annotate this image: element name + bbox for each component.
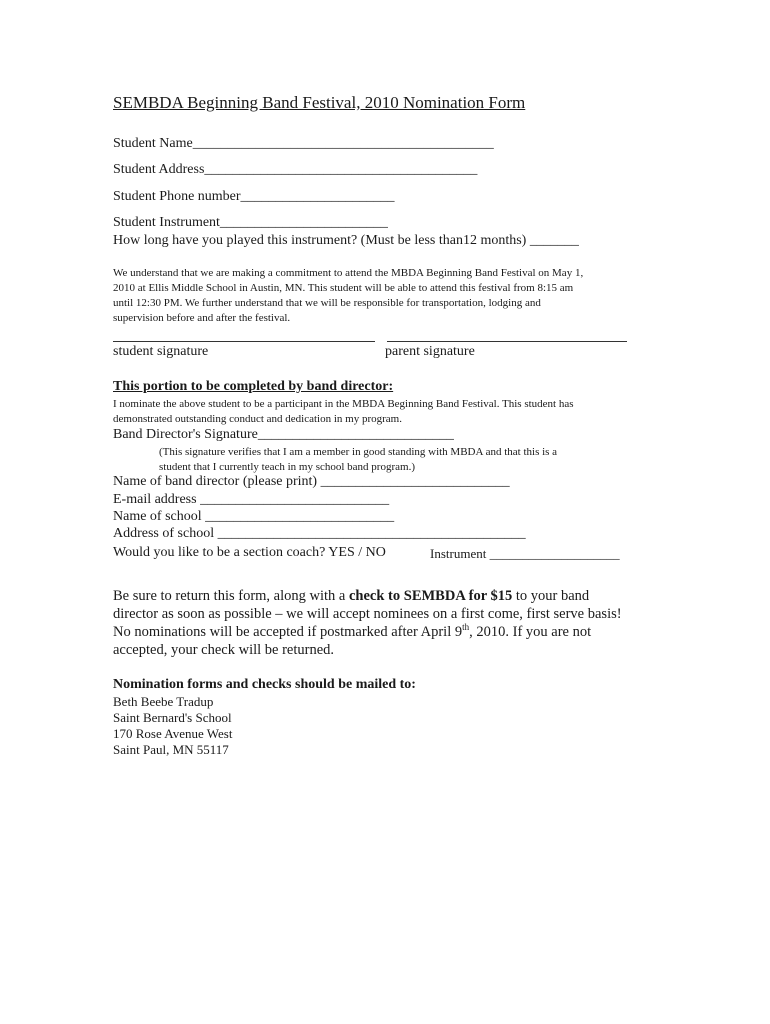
return-line-1-start: Be sure to return this form, along with a: [113, 588, 349, 604]
parent-signature-line[interactable]: [387, 341, 627, 342]
page-title: SEMBDA Beginning Band Festival, 2010 Nomination Form: [113, 93, 526, 112]
mailing-street: 170 Rose Avenue West: [113, 726, 233, 741]
signature-verification-line-2: student that I currently teach in my school band program.): [159, 461, 415, 473]
commitment-line-3: until 12:30 PM. We further understand that we will be responsible for transportation, lodging and: [113, 297, 541, 309]
postmark-text: No nominations will be accepted if postmarked after April 9: [113, 624, 463, 640]
student-instrument-field[interactable]: Student Instrument________________________: [113, 215, 388, 230]
return-line-1: [113, 588, 589, 605]
school-name-field[interactable]: Name of school ___________________________: [113, 509, 395, 524]
mailing-heading: Nomination forms and checks should be mailed to:: [113, 677, 416, 692]
check-amount-text: check to SEMBDA for $15: [348, 588, 513, 604]
return-line-4: accepted, your check will be returned.: [113, 642, 335, 658]
instrument-duration-field[interactable]: How long have you played this instrument? (Must be less than12 months) _______: [113, 233, 579, 248]
mailing-name: Beth Beebe Tradup: [113, 694, 214, 709]
section-coach-question[interactable]: Would you like to be a section coach? YES / NO: [113, 545, 386, 560]
director-email-field[interactable]: E-mail address ___________________________: [113, 492, 390, 507]
return-line-1-end: to your band: [512, 588, 590, 604]
mailing-city: Saint Paul, MN 55117: [113, 742, 229, 757]
return-line-2: director as soon as possible – we will accept nominees on a first come, first serve basis!: [113, 606, 622, 622]
return-line-3: [113, 624, 591, 641]
commitment-line-4: supervision before and after the festival.: [113, 312, 291, 324]
director-signature-field[interactable]: Band Director's Signature____________________________: [113, 427, 454, 442]
commitment-line-2: 2010 at Ellis Middle School in Austin, MN. This student will be able to attend this festival from 8:15 am: [113, 282, 574, 294]
director-section-heading: This portion to be completed by band director:: [113, 379, 394, 394]
coach-instrument-field[interactable]: Instrument ____________________: [430, 546, 620, 561]
student-phone-field[interactable]: Student Phone number______________________: [113, 189, 395, 204]
student-address-field[interactable]: Student Address_______________________________________: [113, 162, 478, 177]
student-signature-label: student signature: [113, 344, 209, 359]
parent-signature-label: parent signature: [385, 344, 475, 359]
commitment-line-1: We understand that we are making a commitment to attend the MBDA Beginning Band Festival on May 1,: [113, 267, 584, 279]
nominate-line-2: demonstrated outstanding conduct and dedication in my program.: [113, 413, 402, 425]
mailing-school: Saint Bernard's School: [113, 710, 232, 725]
ordinal-suffix: th: [462, 622, 470, 633]
director-name-field[interactable]: Name of band director (please print) ___________________________: [113, 474, 510, 489]
postmark-year-text: , 2010. If you are not: [469, 624, 592, 640]
signature-verification-line-1: (This signature verifies that I am a member in good standing with MBDA and that this is a: [159, 446, 558, 458]
student-signature-line[interactable]: [113, 341, 375, 342]
nominate-line-1: I nominate the above student to be a participant in the MBDA Beginning Band Festival. This student has: [113, 398, 574, 410]
student-name-field[interactable]: Student Name___________________________________________: [113, 136, 494, 151]
school-address-field[interactable]: Address of school ____________________________________________: [113, 526, 526, 541]
